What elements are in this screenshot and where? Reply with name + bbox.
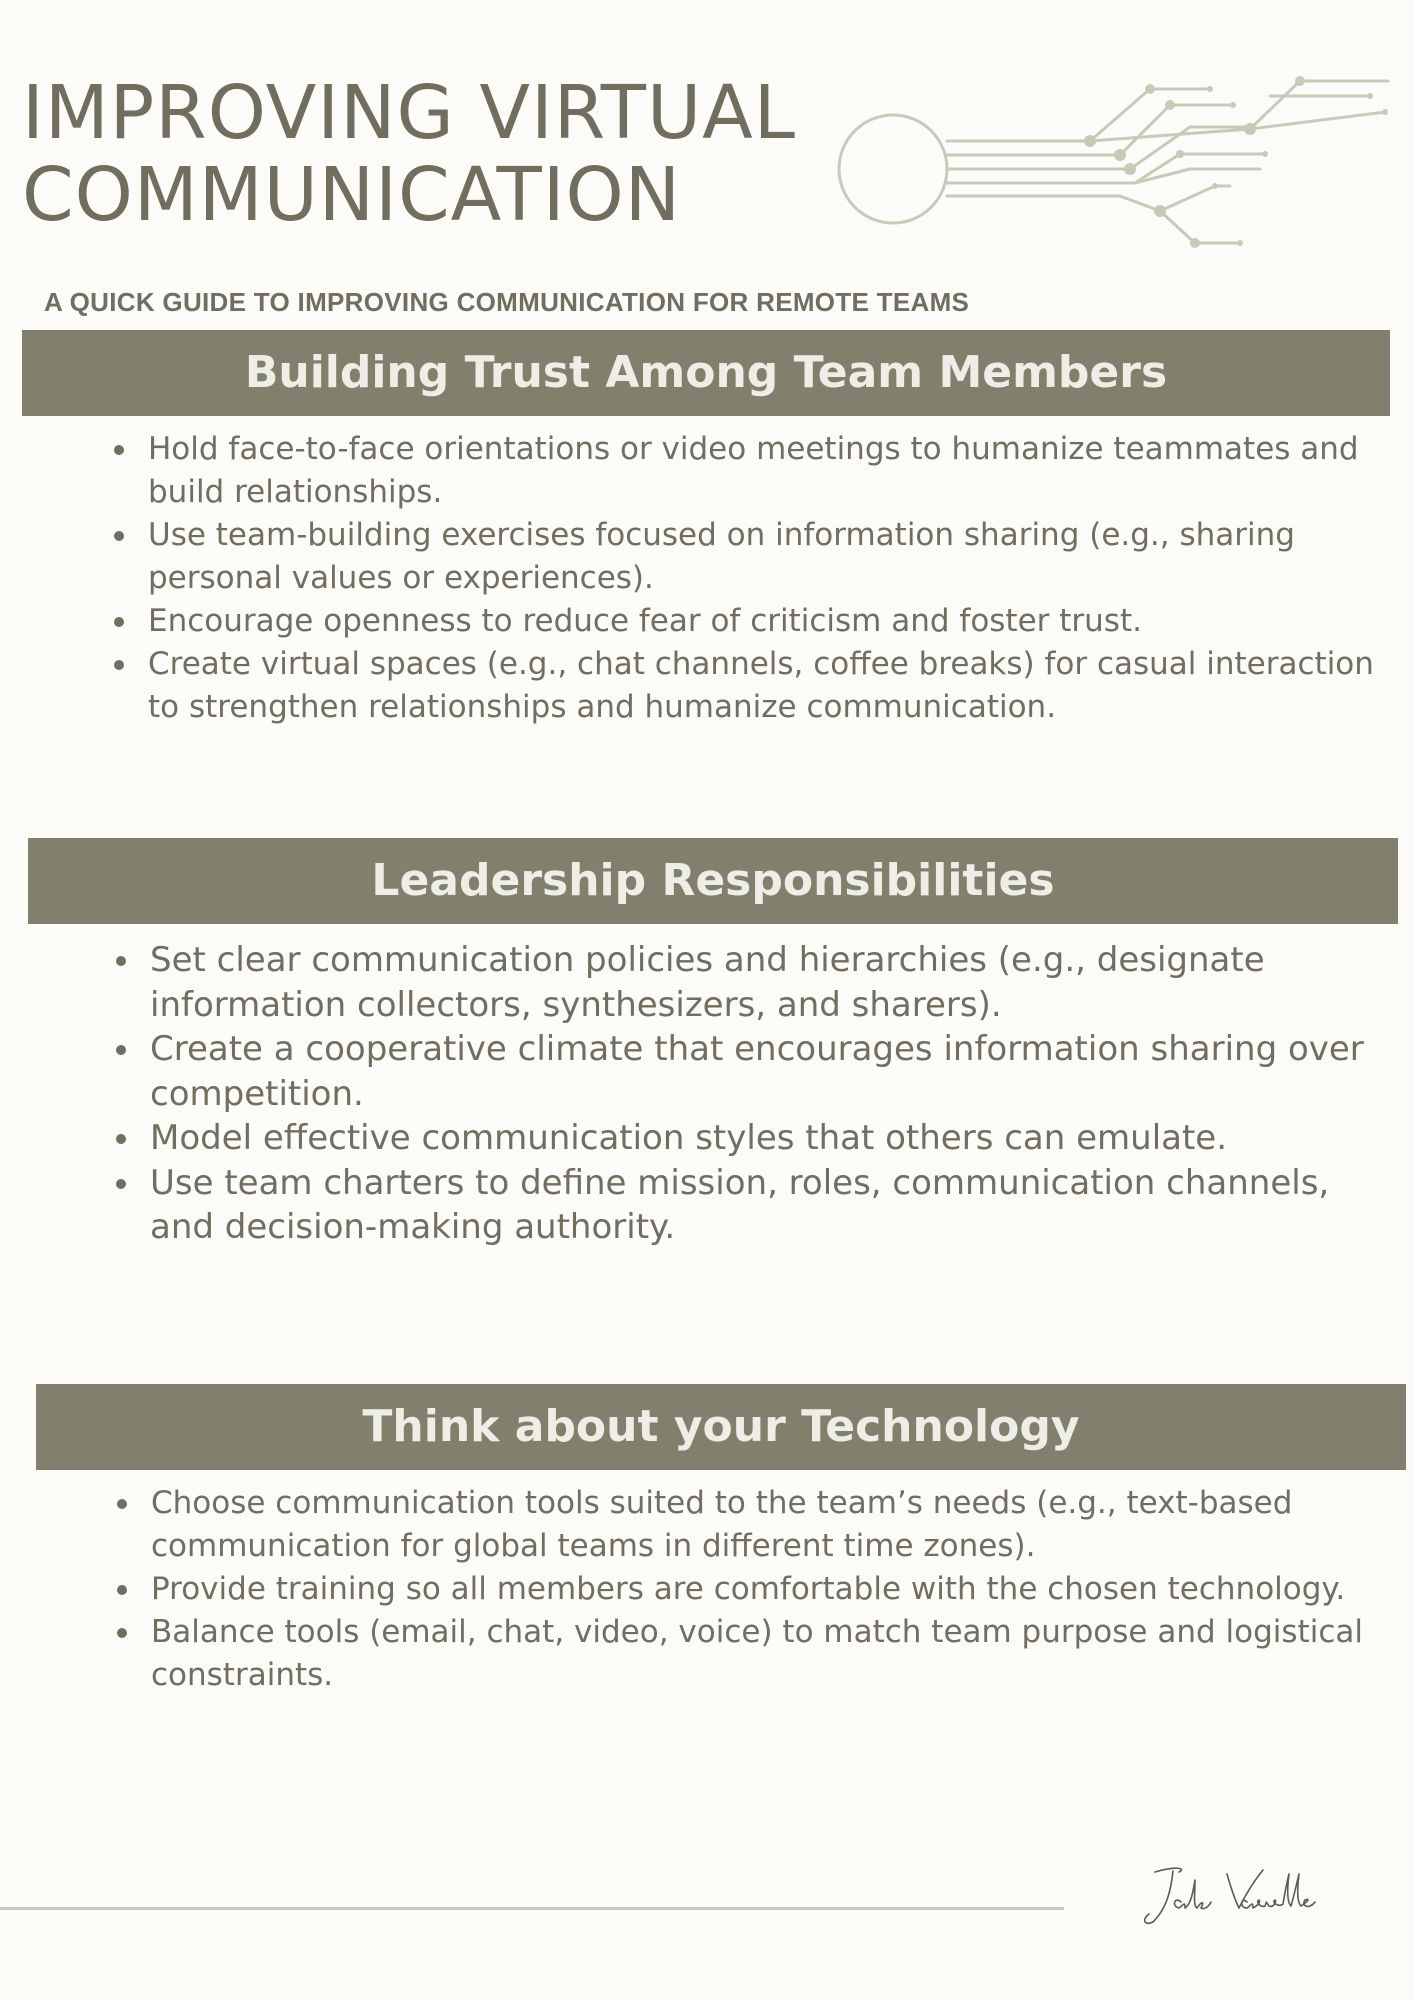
section-heading-trust: Building Trust Among Team Members — [22, 330, 1390, 416]
list-item: Create virtual spaces (e.g., chat channels, coffee breaks) for casual interaction to strengthen relationships and humanize communication. — [110, 643, 1380, 729]
section-heading-leadership: Leadership Responsibilities — [28, 838, 1398, 924]
list-item: Set clear communication policies and hierarchies (e.g., designate information collectors, synthesizers, and sharers). — [112, 938, 1382, 1027]
signature-image — [1135, 1862, 1335, 1932]
list-item: Model effective communication styles that others can emulate. — [112, 1116, 1382, 1161]
subtitle: A QUICK GUIDE TO IMPROVING COMMUNICATION FOR REMOTE TEAMS — [44, 287, 970, 317]
leadership-list — [112, 938, 1382, 1250]
list-item: Use team-building exercises focused on information sharing (e.g., sharing personal values or experiences). — [110, 514, 1380, 600]
list-item: Provide training so all members are comfortable with the chosen technology. — [113, 1568, 1383, 1611]
page-title — [22, 72, 796, 236]
technology-list — [113, 1482, 1383, 1697]
title-line-2: COMMUNICATION — [22, 152, 682, 238]
circuit-graphic-icon — [830, 66, 1400, 266]
list-item: Use team charters to define mission, roles, communication channels, and decision-making authority. — [112, 1161, 1382, 1250]
list-item: Encourage openness to reduce fear of criticism and foster trust. — [110, 600, 1380, 643]
list-item: Choose communication tools suited to the team’s needs (e.g., text-based communication for global teams in different time zones). — [113, 1482, 1383, 1568]
list-item: Hold face-to-face orientations or video meetings to humanize teammates and build relationships. — [110, 428, 1380, 514]
trust-list — [110, 428, 1380, 729]
title-line-1: IMPROVING VIRTUAL — [22, 70, 797, 156]
list-item: Balance tools (email, chat, video, voice) to match team purpose and logistical constraints. — [113, 1611, 1383, 1697]
list-item: Create a cooperative climate that encourages information sharing over competition. — [112, 1027, 1382, 1116]
section-heading-technology: Think about your Technology — [36, 1384, 1406, 1470]
footer-divider — [0, 1907, 1064, 1910]
